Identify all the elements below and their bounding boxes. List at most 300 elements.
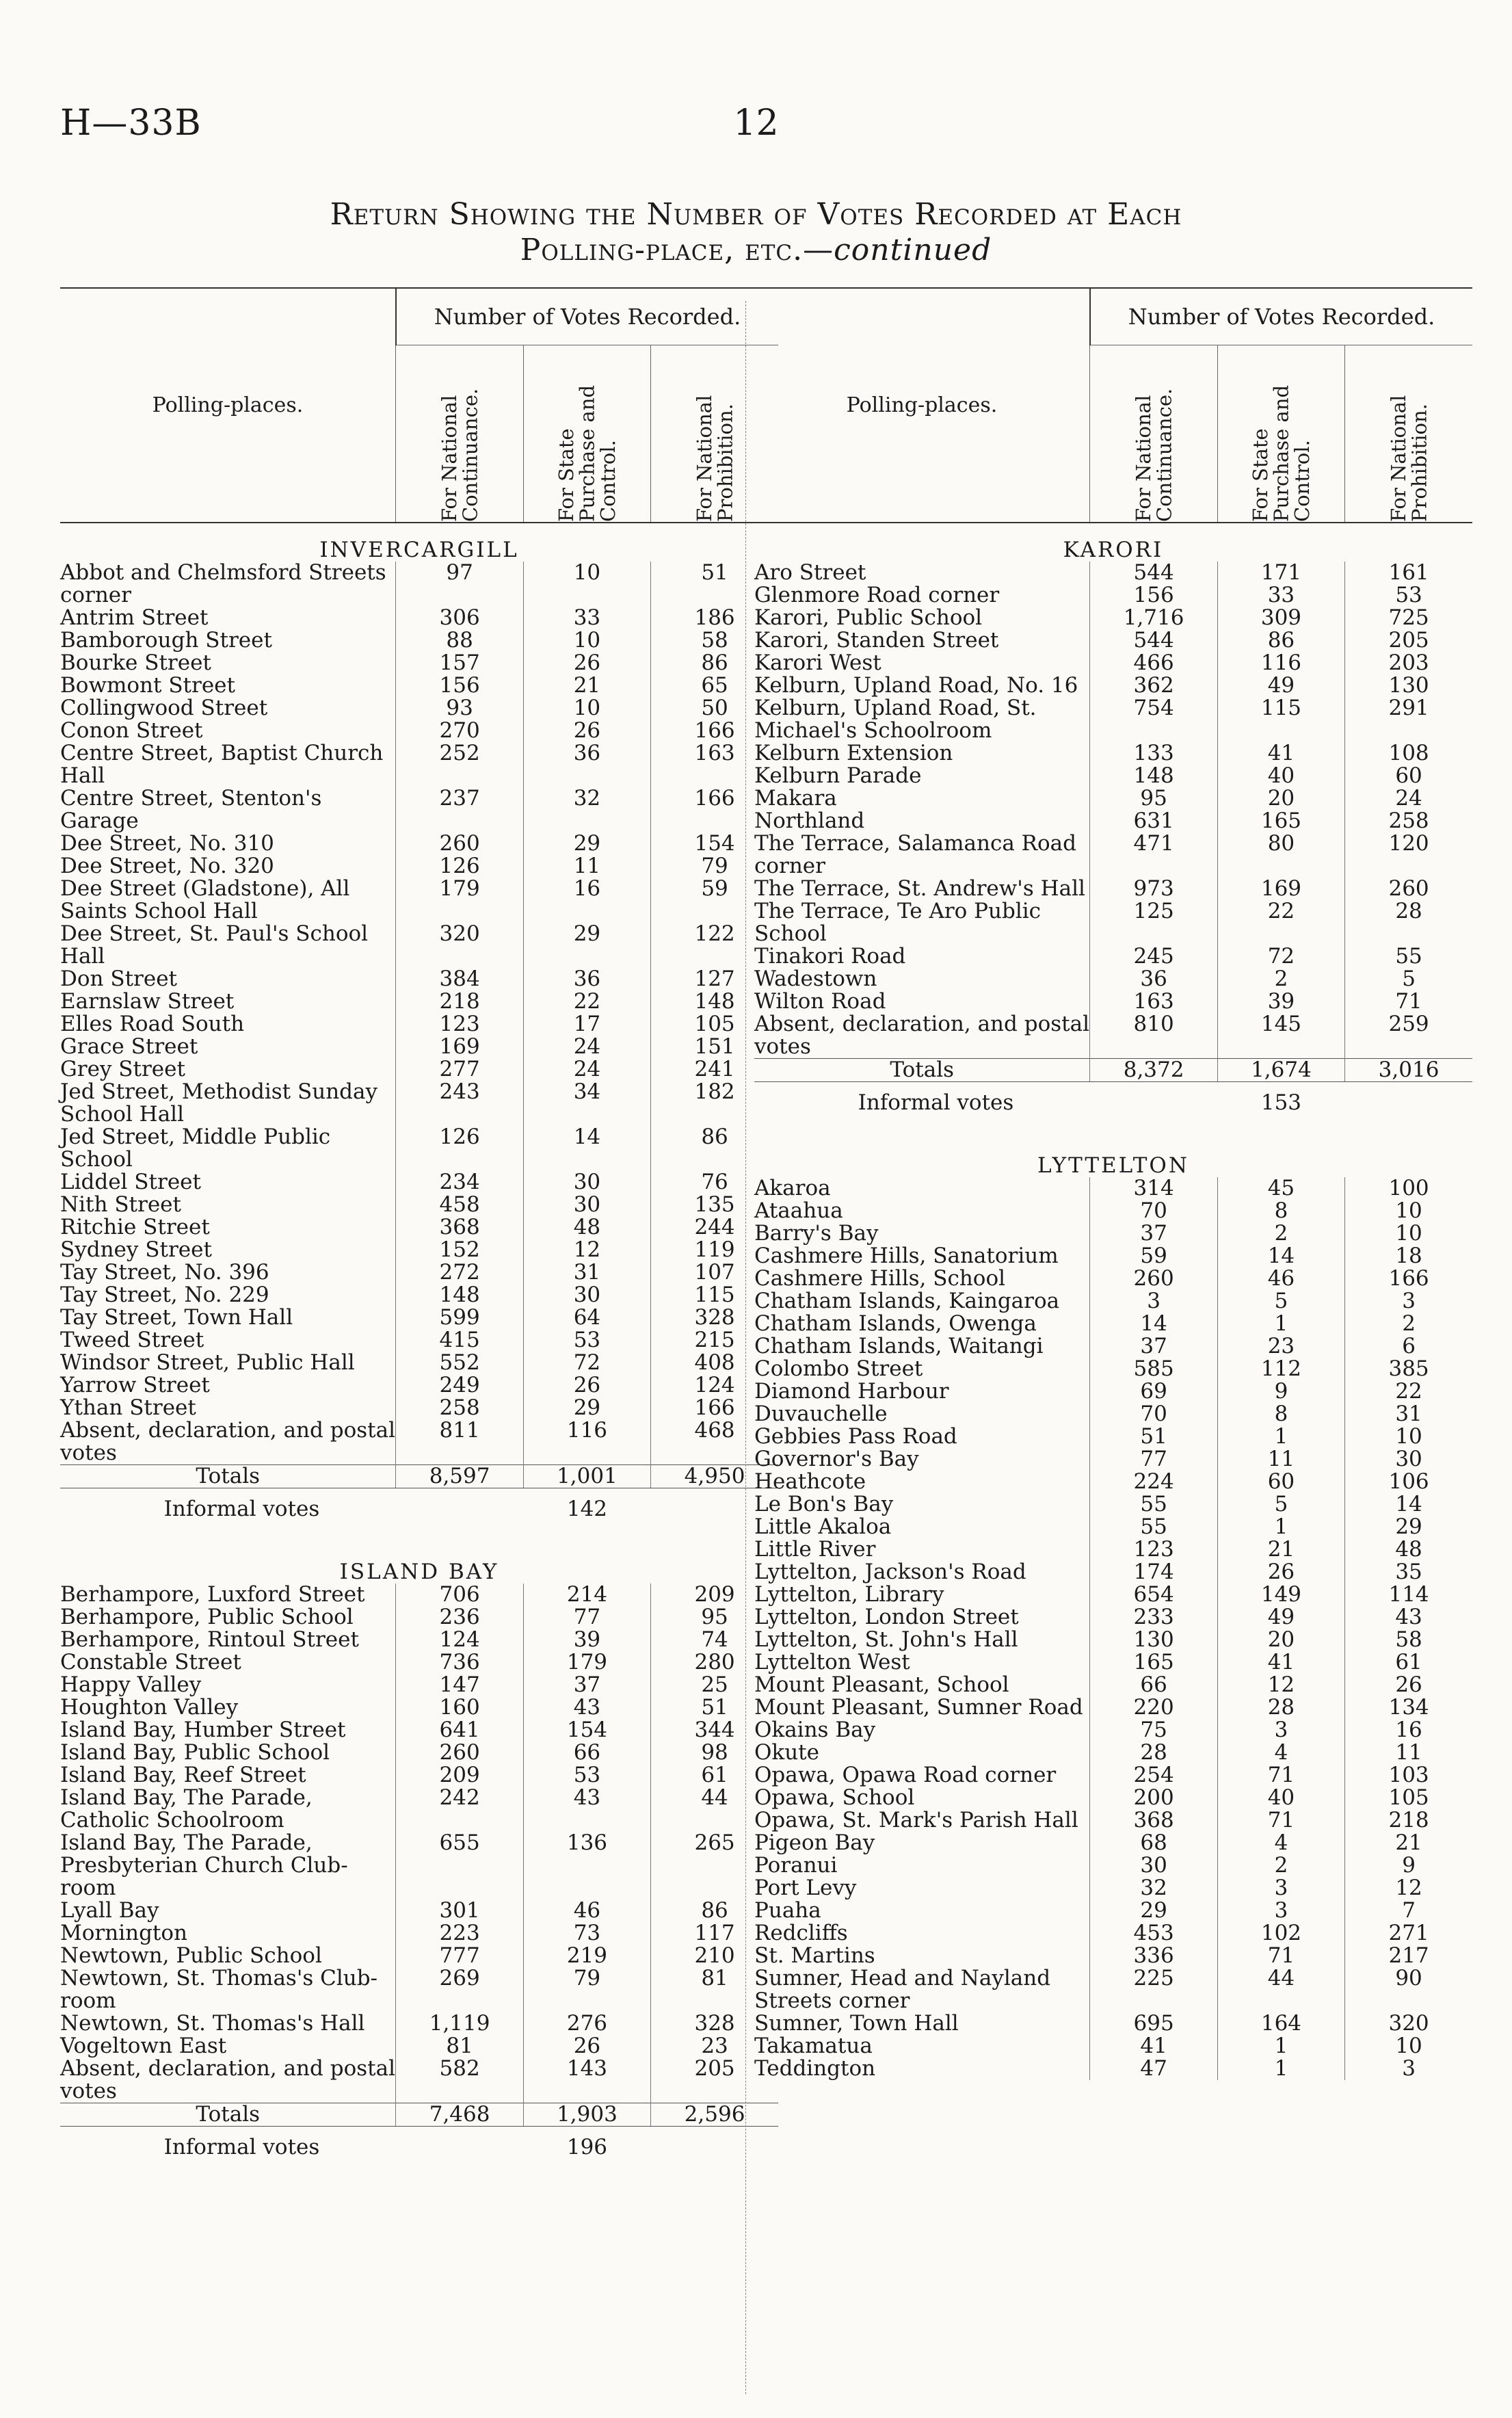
continuance-votes: 314: [1090, 1177, 1217, 1200]
polling-place-name: Sumner, Town Hall: [754, 2011, 959, 2036]
polling-place-name: Island Bay, The Parade, Catholic Schoolroom: [60, 1785, 313, 1832]
continuance-votes: 368: [396, 1216, 523, 1239]
prohibition-votes: 100: [1345, 1177, 1472, 1200]
continuance-votes: 75: [1090, 1719, 1217, 1742]
informal-spacer: [1090, 1082, 1217, 1140]
state-purchase-votes: 8: [1217, 1200, 1344, 1222]
table-row: [754, 1832, 1472, 1854]
continuance-votes: 70: [1090, 1403, 1217, 1425]
prohibition-votes: 86: [651, 1900, 778, 1922]
continuance-votes: 97: [396, 562, 523, 607]
polling-place-name: Heathcote: [754, 1469, 866, 1494]
prohibition-votes: 60: [1345, 765, 1472, 787]
polling-place-name: Opawa, Opawa Road corner: [754, 1763, 1057, 1787]
prohibition-votes: 25: [651, 1674, 778, 1696]
informal-votes-row: [60, 1488, 778, 1546]
prohibition-votes: 6: [1345, 1335, 1472, 1358]
polling-place-name: Vogeltown East: [60, 2034, 227, 2058]
state-purchase-votes: 309: [1217, 607, 1344, 629]
state-purchase-votes: 171: [1217, 562, 1344, 584]
table-row: [60, 787, 778, 832]
page-number: 12: [733, 103, 779, 144]
state-purchase-votes: 1: [1217, 1516, 1344, 1538]
polling-place-name: Chatham Islands, Waitangi: [754, 1334, 1044, 1358]
polling-place-name: Dee Street (Gladstone), All Saints School Hall: [60, 876, 350, 923]
prohibition-votes: 3: [1345, 1290, 1472, 1313]
table-row: [60, 2058, 778, 2103]
table-row: [754, 674, 1472, 697]
table-row: [754, 1583, 1472, 1606]
polling-place-name: Grace Street: [60, 1034, 198, 1059]
polling-place-name: Opawa, School: [754, 1785, 915, 1810]
polling-place-name: Kelburn Parade: [754, 763, 922, 788]
continuance-votes: 29: [1090, 1900, 1217, 1922]
polling-place-name: Windsor Street, Public Hall: [60, 1350, 355, 1375]
polling-place-name: Houghton Valley: [60, 1695, 239, 1720]
continuance-votes: 93: [396, 697, 523, 720]
col-heading-state-purchase-text: For State Purchase and Control.: [554, 384, 620, 522]
continuance-votes: 810: [1090, 1013, 1217, 1059]
state-purchase-votes: 28: [1217, 1696, 1344, 1719]
prohibition-votes: 271: [1345, 1922, 1472, 1945]
prohibition-votes: 4,950: [651, 1465, 778, 1488]
state-purchase-votes: 77: [523, 1606, 650, 1629]
polling-place-name: Le Bon's Bay: [754, 1492, 894, 1516]
state-purchase-votes: 29: [523, 1397, 650, 1419]
table-row: [60, 1419, 778, 1465]
prohibition-votes: 61: [1345, 1651, 1472, 1674]
state-purchase-votes: 276: [523, 2012, 650, 2035]
table-row: [754, 1335, 1472, 1358]
polling-place-name: Northland: [754, 809, 865, 833]
table-row: [754, 1674, 1472, 1696]
continuance-votes: 260: [1090, 1267, 1217, 1290]
polling-places-heading: Polling-places.: [60, 288, 396, 523]
table-row: [60, 1764, 778, 1787]
table-row: [754, 742, 1472, 765]
continuance-votes: 736: [396, 1651, 523, 1674]
polling-place-name: Okute: [754, 1740, 819, 1765]
polling-place-name: Collingwood Street: [60, 696, 268, 720]
prohibition-votes: 205: [651, 2058, 778, 2103]
prohibition-votes: 3: [1345, 2058, 1472, 2080]
state-purchase-votes: 3: [1217, 1719, 1344, 1742]
prohibition-votes: 9: [1345, 1854, 1472, 1877]
prohibition-votes: 24: [1345, 787, 1472, 810]
continuance-votes: 47: [1090, 2058, 1217, 2080]
continuance-votes: 66: [1090, 1674, 1217, 1696]
prohibition-votes: 30: [1345, 1448, 1472, 1471]
continuance-votes: 362: [1090, 674, 1217, 697]
prohibition-votes: 105: [651, 1013, 778, 1036]
state-purchase-votes: 43: [523, 1696, 650, 1719]
continuance-votes: 179: [396, 878, 523, 923]
polling-place-name: Governor's Bay: [754, 1447, 919, 1471]
informal-votes-value: 196: [566, 2135, 608, 2159]
state-purchase-votes: 164: [1217, 2012, 1344, 2035]
state-purchase-votes: 143: [523, 2058, 650, 2103]
prohibition-votes: 35: [1345, 1561, 1472, 1583]
table-row: [60, 1374, 778, 1397]
prohibition-votes: 50: [651, 697, 778, 720]
prohibition-votes: 163: [651, 742, 778, 787]
prohibition-votes: 218: [1345, 1809, 1472, 1832]
table-row: [754, 878, 1472, 900]
informal-votes-label: Informal votes: [163, 1497, 320, 1521]
state-purchase-votes: 64: [523, 1306, 650, 1329]
polling-place-name: Bowmont Street: [60, 673, 235, 698]
table-row: [754, 1922, 1472, 1945]
continuance-votes: 260: [396, 1742, 523, 1764]
table-row: [60, 1239, 778, 1261]
continuance-votes: 160: [396, 1696, 523, 1719]
prohibition-votes: 468: [651, 1419, 778, 1465]
continuance-votes: 258: [396, 1397, 523, 1419]
prohibition-votes: 71: [1345, 990, 1472, 1013]
prohibition-votes: 166: [1345, 1267, 1472, 1290]
section-heading-row: [60, 1545, 778, 1583]
polling-place-name: Berhampore, Public School: [60, 1605, 354, 1629]
state-purchase-votes: 80: [1217, 832, 1344, 878]
polling-place-name: Opawa, St. Mark's Parish Hall: [754, 1808, 1078, 1832]
state-purchase-votes: 1: [1217, 2035, 1344, 2058]
state-purchase-votes: 5: [1217, 1493, 1344, 1516]
continuance-votes: 252: [396, 742, 523, 787]
continuance-votes: 223: [396, 1922, 523, 1945]
polling-place-name: Earnslaw Street: [60, 989, 235, 1014]
continuance-votes: 14: [1090, 1313, 1217, 1335]
continuance-votes: 777: [396, 1945, 523, 1967]
continuance-votes: 233: [1090, 1606, 1217, 1629]
continuance-votes: 165: [1090, 1651, 1217, 1674]
section-heading: LYTTELTON: [1037, 1153, 1189, 1178]
prohibition-votes: 182: [651, 1081, 778, 1126]
continuance-votes: 81: [396, 2035, 523, 2058]
polling-place-name: Chatham Islands, Owenga: [754, 1311, 1037, 1336]
prohibition-votes: 215: [651, 1329, 778, 1352]
state-purchase-votes: 154: [523, 1719, 650, 1742]
col-heading-state-purchase: [523, 345, 650, 523]
prohibition-votes: 53: [1345, 584, 1472, 607]
table-row: [60, 1651, 778, 1674]
state-purchase-votes: 115: [1217, 697, 1344, 742]
table-row: [754, 1516, 1472, 1538]
continuance-votes: 243: [396, 1081, 523, 1126]
polling-place-name: Wadestown: [754, 967, 877, 991]
polling-place-name: Lyall Bay: [60, 1898, 159, 1923]
continuance-votes: 270: [396, 720, 523, 742]
prohibition-votes: 10: [1345, 1425, 1472, 1448]
polling-place-name: Dee Street, St. Paul's School Hall: [60, 921, 369, 969]
table-row: [754, 1380, 1472, 1403]
polling-place-name: Yarrow Street: [60, 1373, 210, 1397]
table-row: [60, 1922, 778, 1945]
table-row: [754, 1764, 1472, 1787]
continuance-votes: 466: [1090, 652, 1217, 674]
continuance-votes: 236: [396, 1606, 523, 1629]
polling-place-name: Takamatua: [754, 2034, 873, 2058]
polling-place-name: Absent, declaration, and postal votes: [60, 2056, 395, 2103]
prohibition-votes: 119: [651, 1239, 778, 1261]
prohibition-votes: 217: [1345, 1945, 1472, 1967]
polling-place-name: Grey Street: [60, 1057, 185, 1081]
state-purchase-votes: 29: [523, 832, 650, 855]
table-row: [754, 787, 1472, 810]
polling-place-name: Wilton Road: [754, 989, 886, 1014]
state-purchase-votes: 36: [523, 968, 650, 990]
state-purchase-votes: 21: [1217, 1538, 1344, 1561]
polling-place-name: St. Martins: [754, 1943, 875, 1968]
continuance-votes: 585: [1090, 1358, 1217, 1380]
state-purchase-votes: 2: [1217, 1222, 1344, 1245]
table-row: [754, 1177, 1472, 1200]
continuance-votes: 655: [396, 1832, 523, 1900]
prohibition-votes: 29: [1345, 1516, 1472, 1538]
state-purchase-votes: 32: [523, 787, 650, 832]
state-purchase-votes: 26: [523, 720, 650, 742]
votes-group-heading: Number of Votes Recorded.: [1090, 288, 1472, 345]
prohibition-votes: 103: [1345, 1764, 1472, 1787]
prohibition-votes: 161: [1345, 562, 1472, 584]
table-row: [754, 1471, 1472, 1493]
polling-place-name: Gebbies Pass Road: [754, 1424, 957, 1449]
table-row: [754, 1200, 1472, 1222]
continuance-votes: 224: [1090, 1471, 1217, 1493]
table-row: [60, 878, 778, 923]
table-row: [754, 1651, 1472, 1674]
votes-table-left: [60, 287, 778, 2183]
table-row: [754, 562, 1472, 584]
polling-place-name: Lyttelton, Jackson's Road: [754, 1560, 1026, 1584]
polling-place-name: Tweed Street: [60, 1328, 204, 1352]
continuance-votes: 169: [396, 1036, 523, 1058]
state-purchase-votes: 1: [1217, 1313, 1344, 1335]
state-purchase-votes: 14: [523, 1126, 650, 1171]
polling-place-name: Liddel Street: [60, 1170, 201, 1194]
prohibition-votes: 106: [1345, 1471, 1472, 1493]
continuance-votes: 1,716: [1090, 607, 1217, 629]
continuance-votes: 582: [396, 2058, 523, 2103]
page-title-line-1: Return Showing the Number of Votes Recorded at Each: [330, 197, 1182, 232]
table-row: [60, 1216, 778, 1239]
state-purchase-votes: 4: [1217, 1742, 1344, 1764]
state-purchase-votes: 20: [1217, 1629, 1344, 1651]
table-row: [754, 607, 1472, 629]
table-body-left: [60, 523, 778, 2183]
state-purchase-votes: 102: [1217, 1922, 1344, 1945]
state-purchase-votes: 179: [523, 1651, 650, 1674]
table-header-right: [754, 288, 1472, 523]
continuance-votes: 200: [1090, 1787, 1217, 1809]
table-row: [60, 1261, 778, 1284]
polling-place-name: Puaha: [754, 1898, 821, 1923]
table-row: [60, 1945, 778, 1967]
state-purchase-votes: 41: [1217, 1651, 1344, 1674]
state-purchase-votes: 71: [1217, 1764, 1344, 1787]
prohibition-votes: 166: [651, 1397, 778, 1419]
section-heading-row: [60, 523, 778, 562]
totals-row: [754, 1059, 1472, 1082]
prohibition-votes: 408: [651, 1352, 778, 1374]
state-purchase-votes: 12: [523, 1239, 650, 1261]
polling-place-name: Port Levy: [754, 1876, 857, 1900]
prohibition-votes: 86: [651, 652, 778, 674]
table-row: [60, 1329, 778, 1352]
table-row: [60, 1126, 778, 1171]
table-row: [60, 1719, 778, 1742]
prohibition-votes: 260: [1345, 878, 1472, 900]
polling-place-name: Diamond Harbour: [754, 1379, 949, 1404]
continuance-votes: 68: [1090, 1832, 1217, 1854]
polling-place-name: Lyttelton West: [754, 1650, 910, 1674]
continuance-votes: 269: [396, 1967, 523, 2012]
polling-place-name: Centre Street, Baptist Church Hall: [60, 741, 384, 788]
prohibition-votes: 258: [1345, 810, 1472, 832]
polling-place-name: Cashmere Hills, Sanatorium: [754, 1244, 1059, 1268]
prohibition-votes: 105: [1345, 1787, 1472, 1809]
continuance-votes: 55: [1090, 1516, 1217, 1538]
table-row: [60, 1284, 778, 1306]
polling-place-name: Redcliffs: [754, 1921, 848, 1945]
table-row: [754, 1809, 1472, 1832]
state-purchase-votes: 40: [1217, 1787, 1344, 1809]
continuance-votes: 544: [1090, 562, 1217, 584]
table-row: [60, 1081, 778, 1126]
table-row: [60, 2012, 778, 2035]
continuance-votes: 130: [1090, 1629, 1217, 1651]
polling-place-name: Sydney Street: [60, 1237, 212, 1262]
prohibition-votes: 28: [1345, 900, 1472, 945]
continuance-votes: 77: [1090, 1448, 1217, 1471]
table-row: [754, 1719, 1472, 1742]
state-purchase-votes: 219: [523, 1945, 650, 1967]
table-row: [60, 607, 778, 629]
table-row: [754, 1561, 1472, 1583]
prohibition-votes: 21: [1345, 1832, 1472, 1854]
prohibition-votes: 344: [651, 1719, 778, 1742]
continuance-votes: 249: [396, 1374, 523, 1397]
state-purchase-votes: 72: [1217, 945, 1344, 968]
prohibition-votes: 18: [1345, 1245, 1472, 1267]
section-heading: ISLAND BAY: [339, 1560, 499, 1584]
state-purchase-votes: 24: [523, 1058, 650, 1081]
table-row: [60, 1397, 778, 1419]
table-row: [754, 1267, 1472, 1290]
table-row: [60, 1194, 778, 1216]
informal-votes-value: 142: [566, 1497, 608, 1521]
prohibition-votes: 280: [651, 1651, 778, 1674]
state-purchase-votes: 11: [523, 855, 650, 878]
continuance-votes: 706: [396, 1583, 523, 1606]
continuance-votes: 124: [396, 1629, 523, 1651]
polling-place-name: Little River: [754, 1537, 876, 1562]
continuance-votes: 3: [1090, 1290, 1217, 1313]
col-heading-state-purchase-text: For State Purchase and Control.: [1248, 384, 1314, 522]
polling-place-name: Don Street: [60, 967, 177, 991]
state-purchase-votes: 53: [523, 1329, 650, 1352]
informal-votes-row: [754, 1082, 1472, 1140]
table-row: [60, 1967, 778, 2012]
state-purchase-votes: 49: [1217, 1606, 1344, 1629]
state-purchase-votes: 79: [523, 1967, 650, 2012]
polling-place-name: The Terrace, Salamanca Road corner: [754, 831, 1076, 878]
table-row: [754, 1787, 1472, 1809]
state-purchase-votes: 16: [523, 878, 650, 923]
continuance-votes: 254: [1090, 1764, 1217, 1787]
table-row: [60, 1832, 778, 1900]
table-row: [60, 1058, 778, 1081]
continuance-votes: 157: [396, 652, 523, 674]
table-row: [754, 900, 1472, 945]
prohibition-votes: 259: [1345, 1013, 1472, 1059]
table-row: [754, 1358, 1472, 1380]
continuance-votes: 242: [396, 1787, 523, 1832]
table-row: [754, 1222, 1472, 1245]
prohibition-votes: 328: [651, 2012, 778, 2035]
continuance-votes: 69: [1090, 1380, 1217, 1403]
table-row: [60, 923, 778, 968]
state-purchase-votes: 1,903: [523, 2103, 650, 2127]
continuance-votes: 59: [1090, 1245, 1217, 1267]
state-purchase-votes: 26: [523, 652, 650, 674]
state-purchase-votes: 26: [523, 1374, 650, 1397]
polling-place-name: Bourke Street: [60, 651, 211, 675]
table-row: [60, 652, 778, 674]
state-purchase-votes: 24: [523, 1036, 650, 1058]
polling-place-name: Aro Street: [754, 560, 866, 585]
prohibition-votes: 12: [1345, 1877, 1472, 1900]
table-row: [60, 990, 778, 1013]
table-row: [754, 1945, 1472, 1967]
polling-place-name: The Terrace, St. Andrew's Hall: [754, 876, 1085, 901]
prohibition-votes: 65: [651, 674, 778, 697]
column-divider: [745, 301, 746, 2394]
prohibition-votes: 203: [1345, 652, 1472, 674]
polling-place-name: Kelburn, Upland Road, St. Michael's Schoolroom: [754, 696, 1037, 743]
table-row: [60, 832, 778, 855]
prohibition-votes: 3,016: [1345, 1059, 1472, 1082]
polling-place-name: Conon Street: [60, 718, 203, 743]
continuance-votes: 471: [1090, 832, 1217, 878]
table-row: [754, 1900, 1472, 1922]
prohibition-votes: 61: [651, 1764, 778, 1787]
prohibition-votes: 5: [1345, 968, 1472, 990]
table-row: [60, 720, 778, 742]
state-purchase-votes: 2: [1217, 1854, 1344, 1877]
continuance-votes: 220: [1090, 1696, 1217, 1719]
polling-place-name: Absent, declaration, and postal votes: [60, 1418, 395, 1465]
table-row: [754, 1403, 1472, 1425]
table-row: [754, 697, 1472, 742]
table-row: [60, 674, 778, 697]
col-heading-continuance-text: For National Continuance.: [1131, 388, 1176, 522]
continuance-votes: 123: [396, 1013, 523, 1036]
polling-place-name: Nith Street: [60, 1192, 181, 1217]
continuance-votes: 156: [1090, 584, 1217, 607]
prohibition-votes: 10: [1345, 1200, 1472, 1222]
continuance-votes: 37: [1090, 1222, 1217, 1245]
continuance-votes: 811: [396, 1419, 523, 1465]
table-row: [754, 810, 1472, 832]
state-purchase-votes: 33: [523, 607, 650, 629]
state-purchase-votes: 46: [523, 1900, 650, 1922]
continuance-votes: 8,372: [1090, 1059, 1217, 1082]
section-heading: KARORI: [1063, 538, 1164, 562]
state-purchase-votes: 169: [1217, 878, 1344, 900]
continuance-votes: 152: [396, 1239, 523, 1261]
prohibition-votes: 55: [1345, 945, 1472, 968]
prohibition-votes: 16: [1345, 1719, 1472, 1742]
